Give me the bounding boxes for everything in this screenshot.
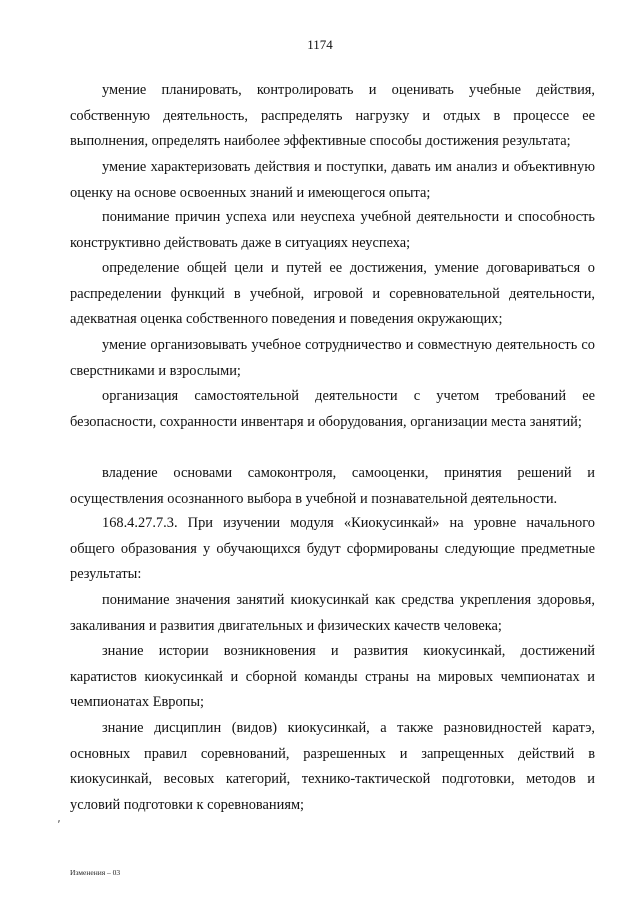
footer-revision: Изменения – 03 [70,868,121,877]
paragraph-goals: определение общей цели и путей ее достижения, умение договариваться о распределении функций в учебной, игровой и соревновательной деятельности, адекватная оценка собственного поведения и поведения окружающих; [70,260,595,328]
paragraph-cooperation: умение организовывать учебное сотрудничество и совместную деятельность со сверстниками и взрослыми; [70,337,595,379]
paragraph-success: понимание причин успеха или неуспеха учебной деятельности и способность конструктивно действовать даже в ситуациях неуспеха; [70,209,595,251]
paragraph-section-168: 168.4.27.7.3. При изучении модуля «Киокусинкай» на уровне начального общего образования у обучающихся будут сформированы следующие предметные результаты: [70,515,595,583]
paragraph-health: понимание значения занятий киокусинкай как средства укрепления здоровья, закаливания и развития двигательных и физических качеств человека; [70,592,595,634]
paragraph-organization: организация самостоятельной деятельности с учетом требований ее безопасности, сохранности инвентаря и оборудования, организации места занятий; [70,388,595,430]
paragraph-disciplines: знание дисциплин (видов) киокусинкай, а также разновидностей каратэ, основных правил соревнований, разрешенных и запрещенных действий в киокусинкай, весовых категорий, технико-тактической подготовки, методов и условий подготовки к соревнованиям; [70,720,595,813]
paragraph-history: знание истории возникновения и развития киокусинкай, достижений каратистов киокусинкай и сборной команды страны на мировых чемпионатах и чемпионатах Европы; [70,643,595,711]
page-number: 1174 [307,37,333,52]
margin-tick-mark: ʹ [57,817,60,831]
paragraph-planning: умение планировать, контролировать и оценивать учебные действия, собственную деятельность, распределять нагрузку и отдых в процессе ее выполнения, определять наиболее эффективные способы достижения результата; [70,82,595,150]
paragraph-self-control: владение основами самоконтроля, самооценки, принятия решений и осуществления осознанного выбора в учебной и познавательной деятельности. [70,465,595,507]
paragraph-characterize: умение характеризовать действия и поступки, давать им анализ и объективную оценку на основе освоенных знаний и имеющегося опыта; [70,159,595,201]
